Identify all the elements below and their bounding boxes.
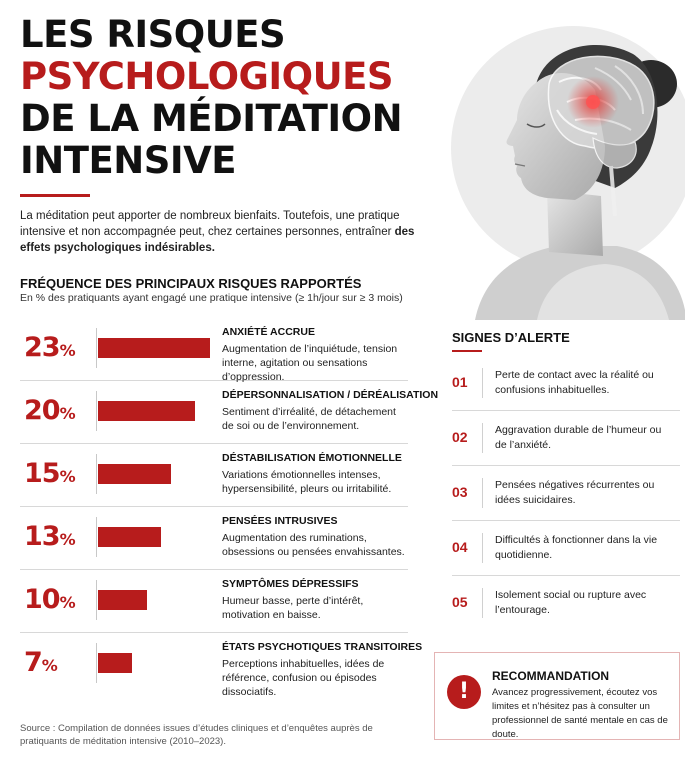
source-note: Source : Compilation de données issues d’études cliniques et d’enquêtes auprès de pratiquants de méditation intensive (2010–2023). bbox=[20, 723, 373, 747]
warning-sign-item bbox=[452, 356, 680, 411]
risk-description: Augmentation de l’inquiétude, tension interne, agitation ou sensations d’oppression. bbox=[222, 343, 398, 383]
warning-sign-item bbox=[452, 576, 680, 631]
risk-description: Perceptions inhabituelles, idées de référence, confusion ou épisodes dissociatifs. bbox=[222, 658, 385, 698]
warning-sign-number: 04 bbox=[452, 539, 468, 555]
risk-item-depressive-symptoms bbox=[20, 570, 408, 633]
recommendation-text: Avancez progressivement, écoutez vos limites et n’hésitez pas à consulter un professionnel de santé mentale en cas de doute. bbox=[492, 687, 668, 740]
risk-bar bbox=[98, 527, 161, 547]
warning-sign-text: Aggravation durable de l’humeur ou de l’anxiété. bbox=[495, 424, 662, 451]
frequency-section-subtitle: En % des pratiquants ayant engagé une pratique intensive (≥ 1h/jour sur ≥ 3 mois) bbox=[20, 292, 403, 304]
risk-description: Augmentation des ruminations, obsessions ou pensées envahissantes. bbox=[222, 532, 405, 558]
exclamation-icon: ! bbox=[447, 675, 481, 709]
warning-sign-divider bbox=[482, 588, 483, 618]
risk-percentage bbox=[24, 647, 88, 678]
risk-value: 13 bbox=[24, 521, 60, 552]
percent-symbol: % bbox=[41, 656, 58, 675]
brain-portrait-illustration bbox=[445, 20, 685, 320]
risk-percentage bbox=[24, 395, 88, 426]
frequency-section-title: FRÉQUENCE DES PRINCIPAUX RISQUES RAPPORTÉS bbox=[20, 276, 362, 291]
warning-sign-number: 02 bbox=[452, 429, 468, 445]
warning-sign-divider bbox=[482, 478, 483, 508]
title-underline bbox=[20, 194, 90, 197]
risk-value: 20 bbox=[24, 395, 60, 426]
risk-title: ÉTATS PSYCHOTIQUES TRANSITOIRES bbox=[222, 641, 423, 653]
warning-sign-text: Difficultés à fonctionner dans la vie quotidienne. bbox=[495, 534, 658, 561]
warning-sign-item bbox=[452, 466, 680, 521]
risk-divider bbox=[96, 643, 97, 683]
risk-title: DÉSTABILISATION ÉMOTIONNELLE bbox=[222, 452, 402, 464]
risk-item-transient-psychotic-states bbox=[20, 633, 423, 713]
percent-symbol: % bbox=[59, 593, 76, 612]
risk-divider bbox=[96, 454, 97, 494]
risk-title: DÉPERSONNALISATION / DÉRÉALISATION bbox=[222, 389, 439, 401]
warning-sign-text: Pensées négatives récurrentes ou idées suicidaires. bbox=[495, 479, 655, 506]
risk-value: 23 bbox=[24, 332, 60, 363]
warning-sign-text: Isolement social ou rupture avec l’entourage. bbox=[495, 589, 647, 616]
warning-sign-divider bbox=[482, 368, 483, 398]
intro-bold: des effets psychologiques indésirables. bbox=[20, 226, 415, 254]
risk-item-intrusive-thoughts bbox=[20, 507, 408, 570]
risk-description: Humeur basse, perte d’intérêt, motivation en baisse. bbox=[222, 595, 364, 621]
risk-list bbox=[20, 318, 439, 713]
risk-value: 7 bbox=[24, 647, 42, 678]
warning-signs-list bbox=[452, 356, 680, 631]
risk-bar bbox=[98, 464, 171, 484]
risk-description: Sentiment d’irréalité, de détachement de soi ou de l’environnement. bbox=[222, 406, 396, 432]
percent-symbol: % bbox=[59, 530, 76, 549]
risk-percentage bbox=[24, 332, 88, 363]
intro-plain: La méditation peut apporter de nombreux bienfaits. Toutefois, une pratique intensive et non accompagnée peut, chez certaines personnes, entraîner bbox=[20, 210, 400, 238]
warning-sign-number: 05 bbox=[452, 594, 468, 610]
risk-value: 10 bbox=[24, 584, 60, 615]
risk-percentage bbox=[24, 521, 88, 552]
risk-description: Variations émotionnelles intenses, hypersensibilité, pleurs ou irritabilité. bbox=[222, 469, 392, 495]
risk-bar bbox=[98, 590, 147, 610]
title-line-2: PSYCHOLOGIQUES bbox=[20, 55, 394, 98]
warning-sign-item bbox=[452, 521, 680, 576]
risk-percentage bbox=[24, 458, 88, 489]
risk-bar bbox=[98, 653, 132, 673]
risk-divider bbox=[96, 517, 97, 557]
warning-signs-title: SIGNES D’ALERTE bbox=[452, 330, 570, 345]
risk-percentage bbox=[24, 584, 88, 615]
risk-value: 15 bbox=[24, 458, 60, 489]
risk-divider bbox=[96, 580, 97, 620]
risk-bar bbox=[98, 338, 210, 358]
risk-title: SYMPTÔMES DÉPRESSIFS bbox=[222, 578, 359, 590]
risk-item-emotional-destabilization bbox=[20, 444, 408, 507]
title-line-4: INTENSIVE bbox=[20, 139, 237, 182]
risk-item-anxiety bbox=[20, 318, 408, 381]
percent-symbol: % bbox=[59, 404, 76, 423]
warning-sign-text: Perte de contact avec la réalité ou confusions inhabituelles. bbox=[495, 369, 654, 396]
percent-symbol: % bbox=[59, 467, 76, 486]
percent-symbol: % bbox=[59, 341, 76, 360]
warning-sign-divider bbox=[482, 423, 483, 453]
risk-item-depersonalization bbox=[20, 381, 439, 444]
risk-title: ANXIÉTÉ ACCRUE bbox=[222, 326, 315, 338]
risk-divider bbox=[96, 328, 97, 368]
risk-divider bbox=[96, 391, 97, 431]
warning-sign-number: 03 bbox=[452, 484, 468, 500]
warning-sign-number: 01 bbox=[452, 374, 468, 390]
recommendation-box bbox=[434, 652, 680, 740]
risk-bar bbox=[98, 401, 195, 421]
warning-signs-underline bbox=[452, 350, 482, 352]
intro-text bbox=[20, 208, 420, 256]
recommendation-title: RECOMMANDATION bbox=[492, 669, 610, 683]
main-title bbox=[20, 14, 440, 182]
risk-title: PENSÉES INTRUSIVES bbox=[222, 515, 338, 527]
warning-sign-item bbox=[452, 411, 680, 466]
title-line-1: LES RISQUES bbox=[20, 13, 286, 56]
warning-sign-divider bbox=[482, 533, 483, 563]
title-line-3: DE LA MÉDITATION bbox=[20, 97, 403, 140]
